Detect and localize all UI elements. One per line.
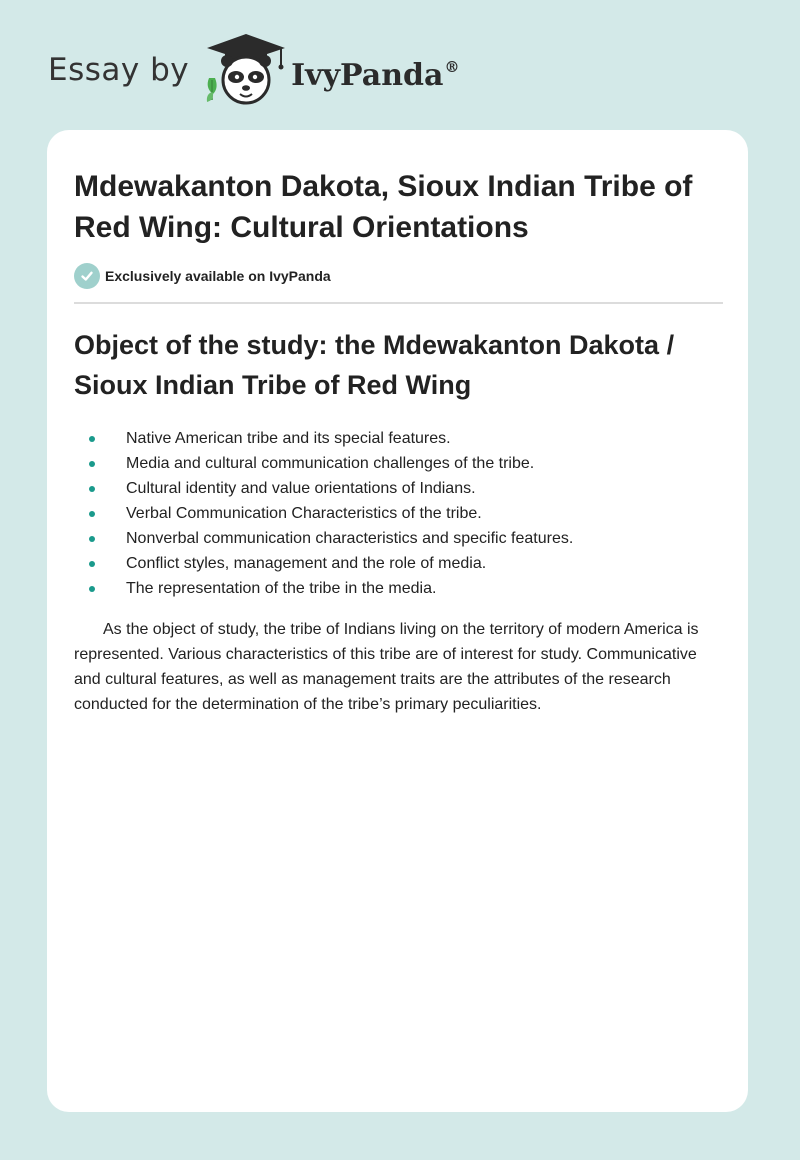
- site-header: [48, 32, 459, 112]
- body-paragraph: As the object of study, the tribe of Indians living on the territory of modern America is represented. Various characteristics of this tribe are of interest for study. Communicative and cultural features, as well as management traits are the attributes of the research conducted for the determination of the tribe’s primary peculiarities.: [74, 621, 699, 713]
- list-item: [74, 576, 714, 601]
- list-item: [74, 451, 714, 476]
- bullet-icon: [89, 586, 95, 592]
- list-item: [74, 476, 714, 501]
- list-item-text: Nonverbal communication characteristics and specific features.: [126, 530, 574, 547]
- panda-graduate-icon: [203, 30, 289, 108]
- list-item-text: Media and cultural communication challenges of the tribe.: [126, 455, 535, 472]
- divider: [74, 302, 723, 304]
- bullet-icon: [89, 511, 95, 517]
- list-item-text: Cultural identity and value orientations of Indians.: [126, 480, 476, 497]
- list-item: [74, 501, 714, 526]
- bullet-icon: [89, 536, 95, 542]
- check-circle-icon: [74, 263, 100, 289]
- content-card: [47, 130, 748, 1112]
- bullet-icon: [89, 461, 95, 467]
- essay-by-label: Essay by: [48, 52, 190, 88]
- brand-name[interactable]: IvyPanda®: [291, 57, 460, 93]
- bullet-icon: [89, 436, 95, 442]
- list-item-text: Conflict styles, management and the role of media.: [126, 555, 487, 572]
- list-item-text: The representation of the tribe in the media.: [126, 580, 437, 597]
- bullet-list: [74, 426, 714, 601]
- list-item-text: Native American tribe and its special features.: [126, 430, 451, 447]
- list-item: [74, 426, 714, 451]
- list-item: [74, 526, 714, 551]
- bullet-icon: [89, 561, 95, 567]
- registered-mark: ®: [444, 57, 460, 76]
- list-item-text: Verbal Communication Characteristics of the tribe.: [126, 505, 482, 522]
- bullet-icon: [89, 486, 95, 492]
- list-item: [74, 551, 714, 576]
- exclusive-label: Exclusively available on IvyPanda: [105, 268, 331, 284]
- section-heading: Object of the study: the Mdewakanton Dakota / Sioux Indian Tribe of Red Wing: [74, 330, 675, 400]
- exclusive-badge: [74, 263, 331, 289]
- page-title: Mdewakanton Dakota, Sioux Indian Tribe of Red Wing: Cultural Orientations: [74, 170, 693, 244]
